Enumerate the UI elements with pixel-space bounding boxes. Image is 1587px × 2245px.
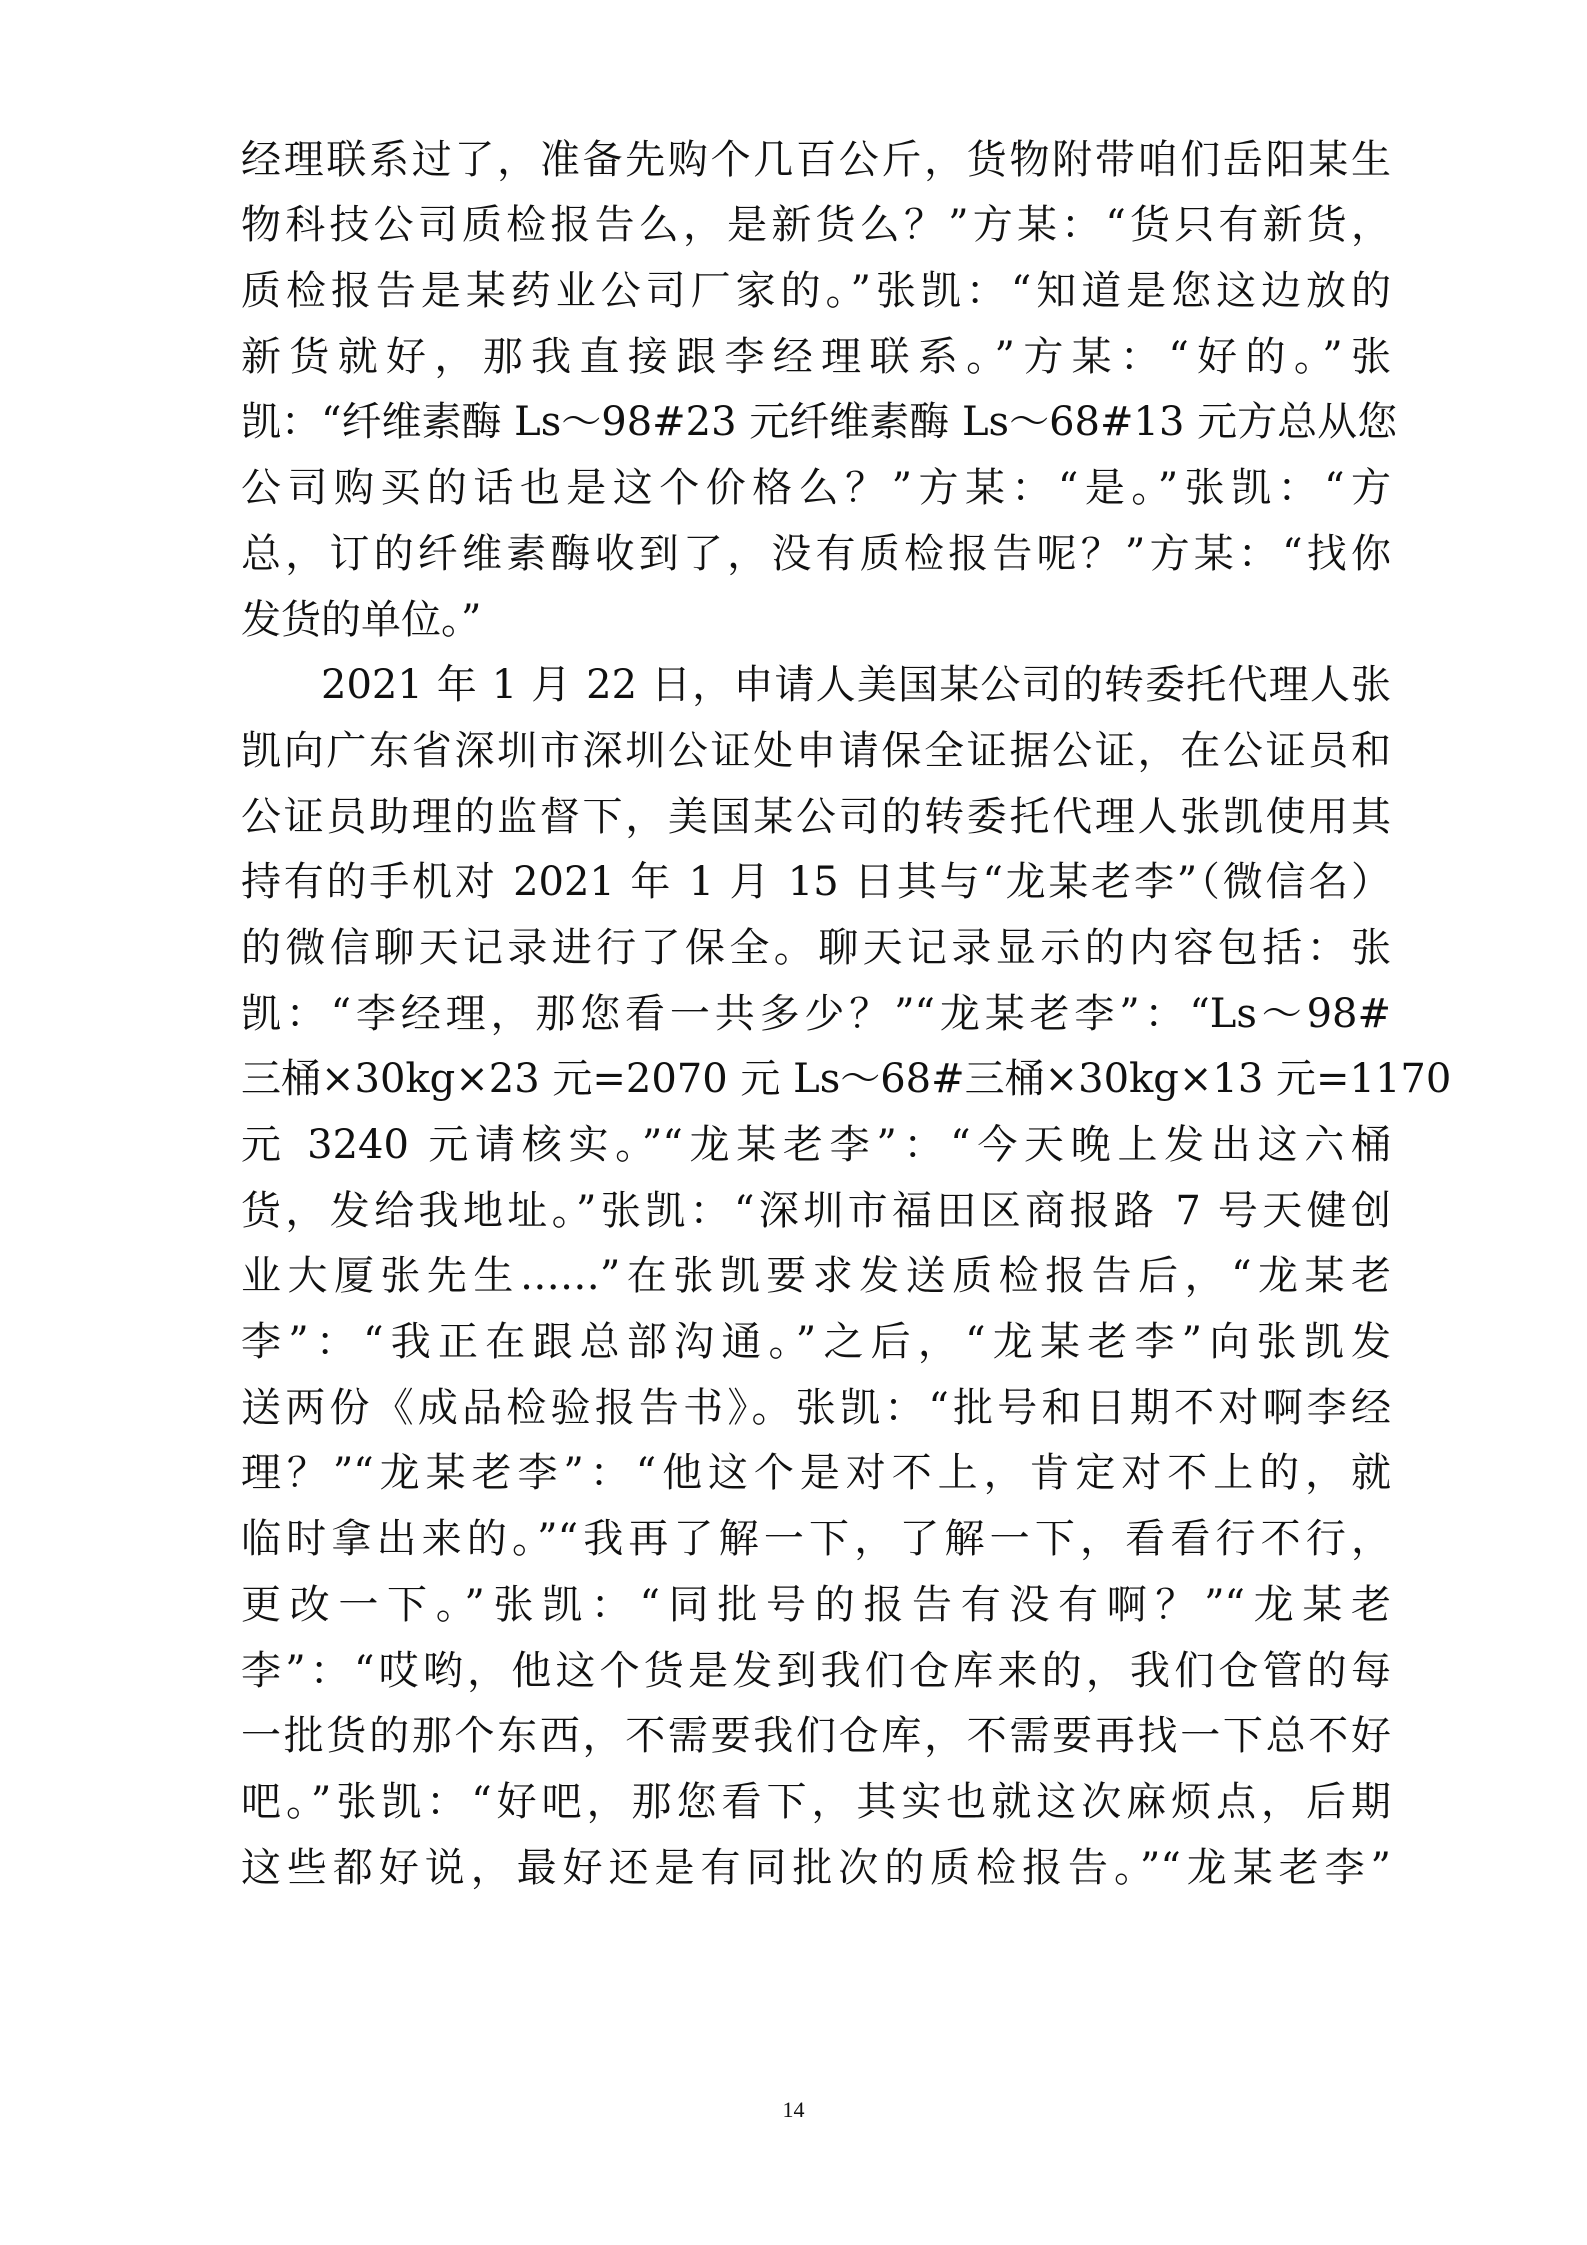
text-line: 经理联系过了，准备先购个几百公斤，货物附带咱们岳阳某生 xyxy=(241,137,1391,183)
text-line: 总，订的纤维素酶收到了，没有质检报告呢？”方某：“找你 xyxy=(241,531,1391,577)
text-line: 三桶×30kg×23 元=2070 元 Ls～68#三桶×30kg×13 元=1170 xyxy=(241,1056,1452,1102)
text-line: 一批货的那个东西，不需要我们仓库，不需要再找一下总不好 xyxy=(241,1713,1391,1759)
text-line: 临时拿出来的。”“我再了解一下，了解一下，看看行不行， xyxy=(241,1516,1391,1562)
text-line: 发货的单位。” xyxy=(241,597,482,643)
text-line: 更改一下。”张凯：“同批号的报告有没有啊？”“龙某老 xyxy=(241,1582,1391,1628)
text-line: 元 3240 元请核实。”“龙某老李”：“今天晚上发出这六桶 xyxy=(241,1122,1391,1168)
text-line: 公司购买的话也是这个价格么？”方某：“是。”张凯：“方 xyxy=(241,465,1391,511)
text-line: 新货就好，那我直接跟李经理联系。”方某：“好的。”张 xyxy=(241,334,1391,380)
text-line: 货，发给我地址。”张凯：“深圳市福田区商报路 7 号天健创 xyxy=(241,1188,1391,1234)
text-line: 公证员助理的监督下，美国某公司的转委托代理人张凯使用其 xyxy=(241,794,1391,840)
text-line: 业大厦张先生……”在张凯要求发送质检报告后，“龙某老 xyxy=(241,1253,1391,1299)
text-line: 持有的手机对 2021 年 1 月 15 日其与“龙某老李”（微信名） xyxy=(241,859,1391,905)
paragraph-first-line: 2021 年 1 月 22 日，申请人美国某公司的转委托代理人张 xyxy=(321,662,1391,708)
text-line: 质检报告是某药业公司厂家的。”张凯：“知道是您这边放的 xyxy=(241,268,1391,314)
text-line: 凯向广东省深圳市深圳公证处申请保全证据公证，在公证员和 xyxy=(241,728,1391,774)
text-line: 的微信聊天记录进行了保全。聊天记录显示的内容包括：张 xyxy=(241,925,1391,971)
text-line: 凯：“李经理，那您看一共多少？”“龙某老李”：“Ls～98# xyxy=(241,991,1391,1037)
text-line: 这些都好说，最好还是有同批次的质检报告。”“龙某老李” xyxy=(241,1845,1391,1891)
text-line: 理？”“龙某老李”：“他这个是对不上，肯定对不上的，就 xyxy=(241,1450,1391,1496)
text-line: 吧。”张凯：“好吧，那您看下，其实也就这次麻烦点，后期 xyxy=(241,1779,1391,1825)
text-line: 送两份《成品检验报告书》。张凯：“批号和日期不对啊李经 xyxy=(241,1385,1391,1431)
text-line: 李”：“哎哟，他这个货是发到我们仓库来的，我们仓管的每 xyxy=(241,1648,1391,1694)
text-line: 李”：“我正在跟总部沟通。”之后，“龙某老李”向张凯发 xyxy=(241,1319,1391,1365)
text-line: 凯：“纤维素酶 Ls～98#23 元纤维素酶 Ls～68#13 元方总从您 xyxy=(241,399,1398,445)
text-line: 物科技公司质检报告么，是新货么？”方某：“货只有新货， xyxy=(241,202,1391,248)
page-number: 14 xyxy=(782,2097,805,2122)
